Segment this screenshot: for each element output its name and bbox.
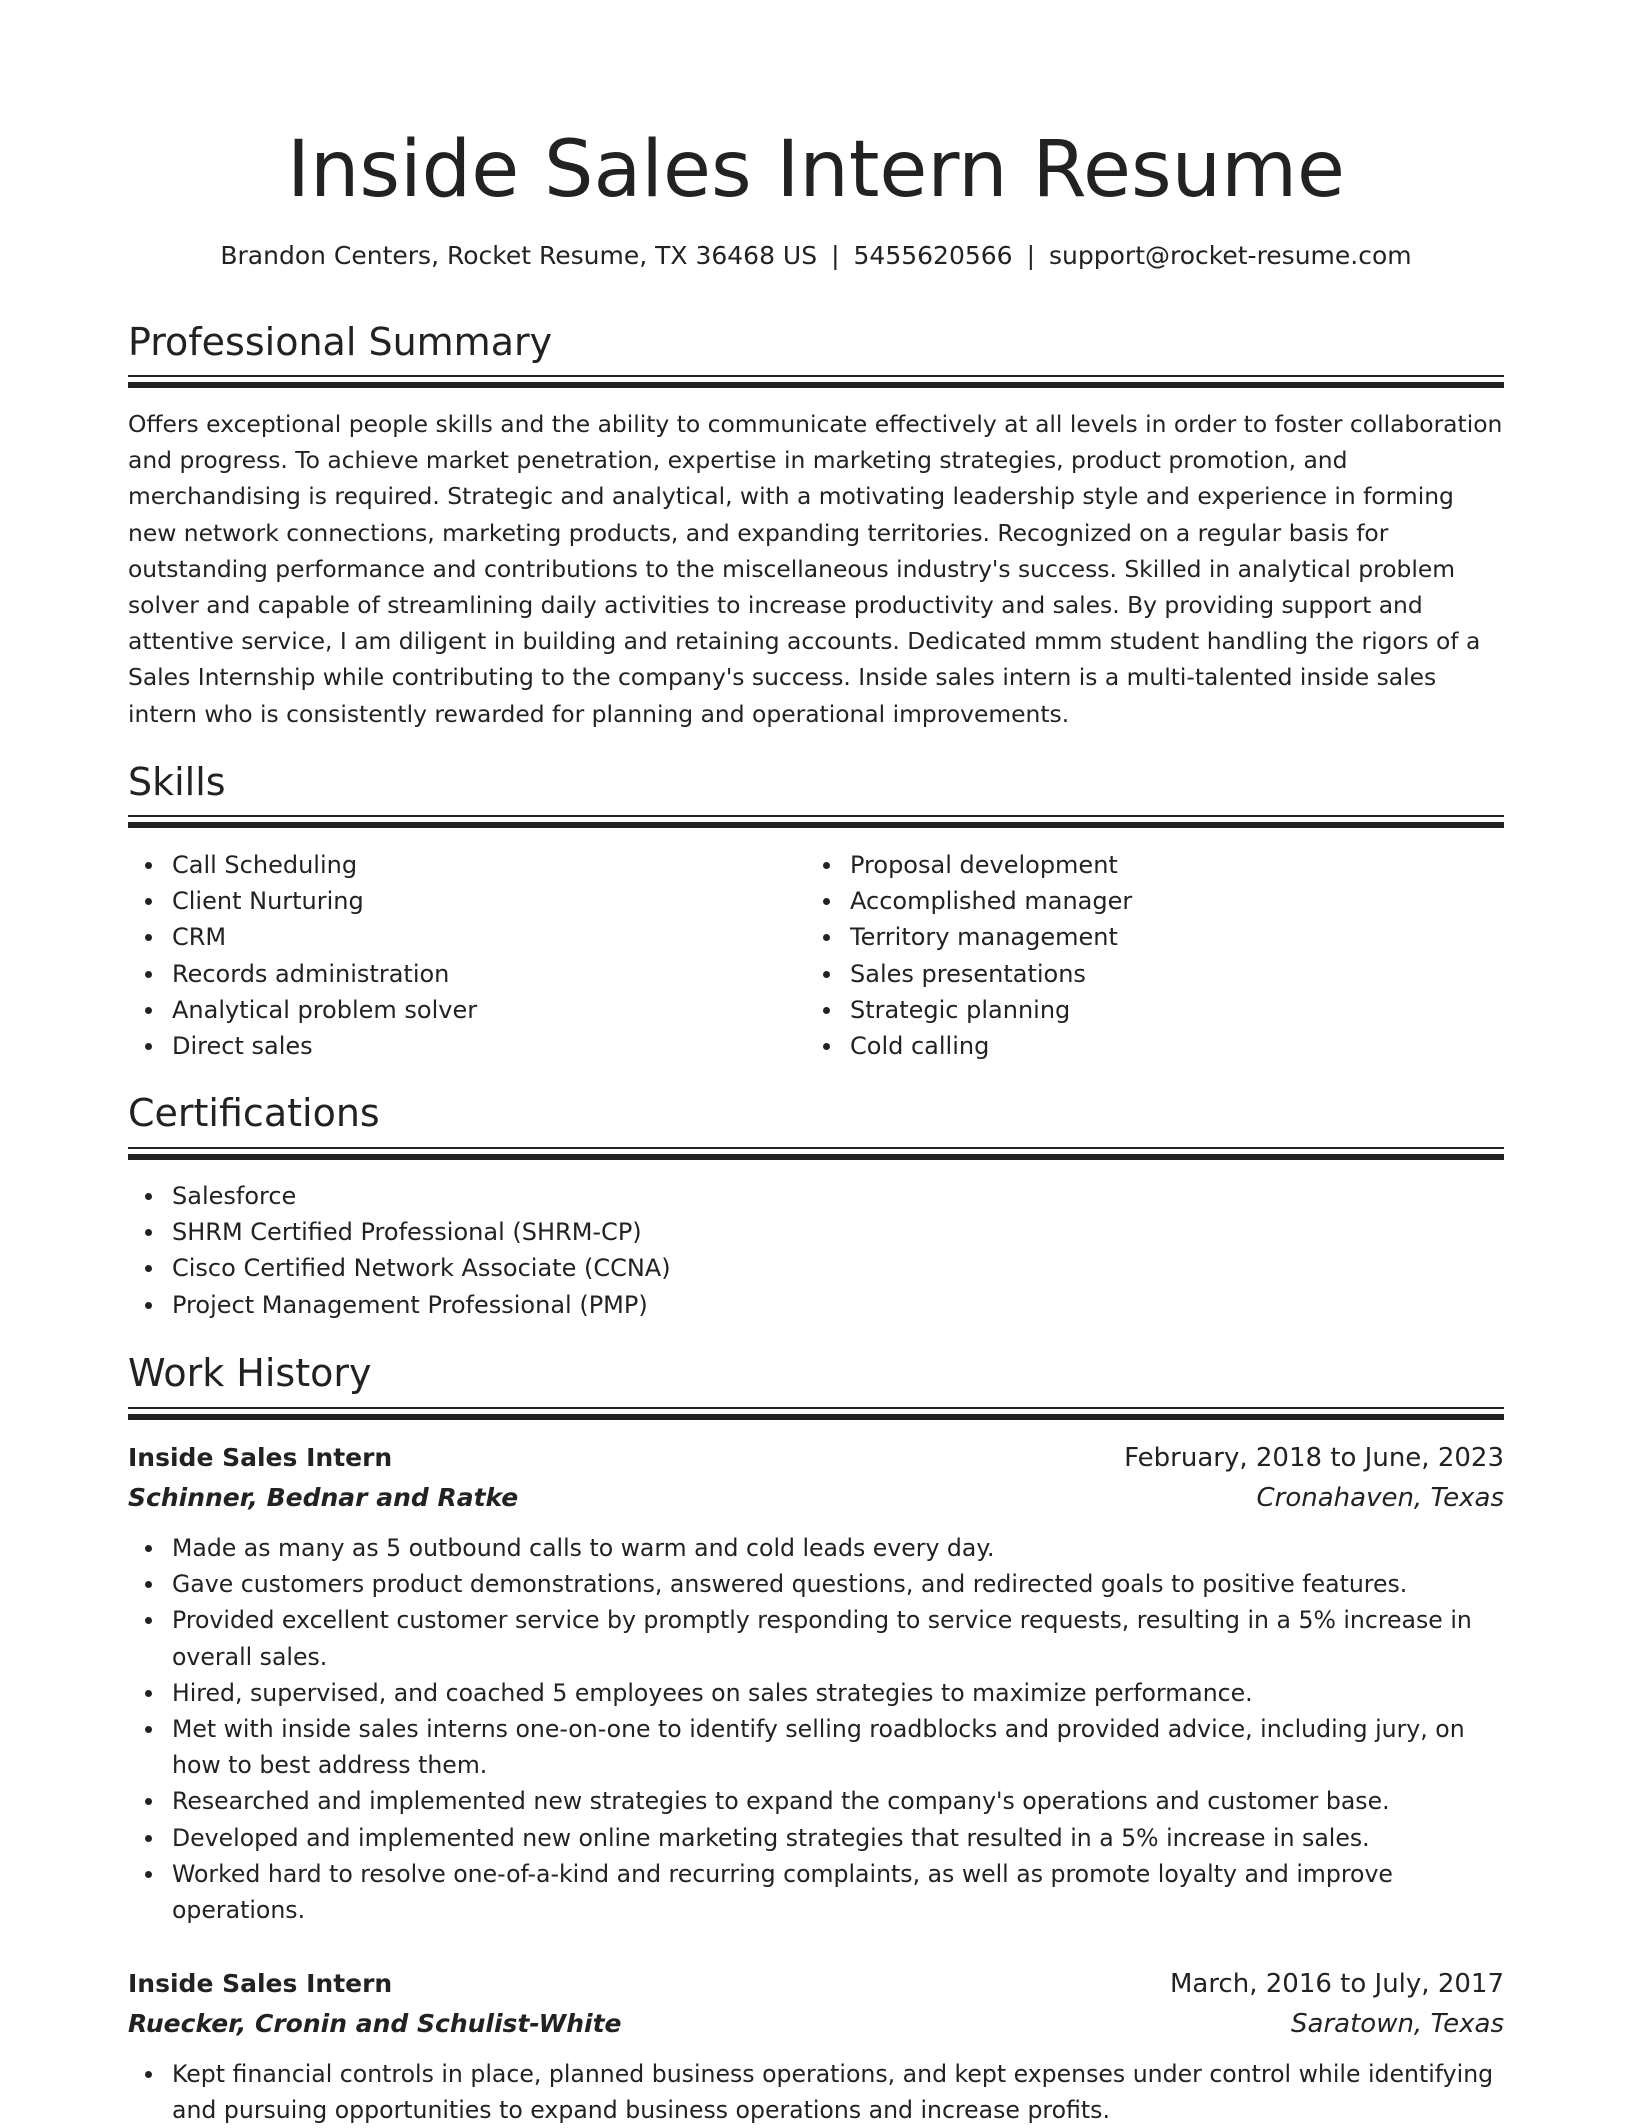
certifications-list: [128, 1178, 1504, 1323]
section-divider: [128, 375, 1504, 388]
skill-item: Territory management: [850, 919, 1486, 955]
job-bullet-item: Gave customers product demonstrations, answered questions, and redirected goals to positive features.: [172, 1566, 1504, 1602]
section-title-certifications: Certifications: [128, 1091, 380, 1135]
skills-list-left: [128, 847, 808, 1064]
section-divider: [128, 1147, 1504, 1160]
job-bullet-item: Developed and implemented new online marketing strategies that resulted in a 5% increase in sales.: [172, 1820, 1504, 1856]
job-entry: [128, 1964, 1504, 2128]
section-divider: [128, 1407, 1504, 1420]
job-bullet-item: Made as many as 5 outbound calls to warm and cold leads every day.: [172, 1530, 1504, 1566]
certification-item: Salesforce: [172, 1178, 1504, 1214]
job-bullets: [128, 1530, 1504, 1928]
section-title-summary: Professional Summary: [128, 320, 553, 364]
certifications: [128, 1178, 1504, 1323]
job-company: Schinner, Bednar and Ratke: [128, 1483, 519, 1512]
job-bullet-item: Kept financial controls in place, planned business operations, and kept expenses under control while identifying and pursuing opportunities to expand business operations and increase profits.: [172, 2056, 1504, 2128]
certification-item: Project Management Professional (PMP): [172, 1287, 1504, 1323]
job-title: Inside Sales Intern: [128, 1443, 393, 1472]
section-divider: [128, 815, 1504, 828]
certification-item: Cisco Certified Network Associate (CCNA): [172, 1250, 1504, 1286]
skills-column-right: [806, 847, 1486, 1064]
skill-item: Strategic planning: [850, 992, 1486, 1028]
job-subheader: [128, 1478, 1504, 1518]
summary-text: Offers exceptional people skills and the ability to communicate effectively at all levels in order to foster collaboration and progress. To achieve market penetration, expertise in marketing strategies, product promotion, and merchandising is required. Strategic and analytical, with a motivating leadership style and experience in forming new network connections, marketing products, and expanding territories. Recognized on a regular basis for outstanding performance and contributions to the miscellaneous industry's success. Skilled in analytical problem solver and capable of streamlining daily activities to increase productivity and sales. By providing support and attentive service, I am diligent in building and retaining accounts. Dedicated mmm student handling the rigors of a Sales Internship while contributing to the company's success. Inside sales intern is a multi-talented inside sales intern who is consistently rewarded for planning and operational improvements.: [128, 410, 1503, 728]
certification-item: SHRM Certified Professional (SHRM-CP): [172, 1214, 1504, 1250]
contact-line: [128, 236, 1504, 276]
job-location: Saratown, Texas: [1291, 2009, 1504, 2039]
job-entry: [128, 1438, 1504, 1928]
job-dates: February, 2018 to June, 2023: [1124, 1443, 1504, 1473]
contact-separator: |: [831, 241, 840, 270]
job-bullet-item: Worked hard to resolve one-of-a-kind and recurring complaints, as well as promote loyalty and improve operations.: [172, 1856, 1504, 1928]
job-dates: March, 2016 to July, 2017: [1169, 1969, 1504, 1999]
skill-item: Call Scheduling: [172, 847, 808, 883]
resume-title: Inside Sales Intern Resume: [286, 125, 1346, 215]
job-header: [128, 1964, 1504, 2004]
skill-item: CRM: [172, 919, 808, 955]
skills-column-left: [128, 847, 808, 1064]
skill-item: Client Nurturing: [172, 883, 808, 919]
job-subheader: [128, 2004, 1504, 2044]
job-bullets: [128, 2056, 1504, 2128]
job-header: [128, 1438, 1504, 1478]
skill-item: Cold calling: [850, 1028, 1486, 1064]
skills-list-right: [806, 847, 1486, 1064]
job-title: Inside Sales Intern: [128, 1969, 393, 1998]
skill-item: Records administration: [172, 956, 808, 992]
job-bullet-item: Provided excellent customer service by promptly responding to service requests, resulting in a 5% increase in overall sales.: [172, 1602, 1504, 1674]
skill-item: Proposal development: [850, 847, 1486, 883]
job-bullet-item: Researched and implemented new strategies to expand the company's operations and customer base.: [172, 1783, 1504, 1819]
job-company: Ruecker, Cronin and Schulist-White: [128, 2009, 622, 2038]
section-title-skills: Skills: [128, 760, 226, 804]
skill-item: Accomplished manager: [850, 883, 1486, 919]
job-location: Cronahaven, Texas: [1256, 1483, 1504, 1513]
contact-address: Brandon Centers, Rocket Resume, TX 36468 US: [220, 241, 818, 270]
contact-email: support@rocket-resume.com: [1049, 241, 1412, 270]
job-bullet-item: Met with inside sales interns one-on-one to identify selling roadblocks and provided advice, including jury, on how to best address them.: [172, 1711, 1504, 1783]
section-title-work-history: Work History: [128, 1351, 372, 1395]
skill-item: Sales presentations: [850, 956, 1486, 992]
contact-separator: |: [1026, 241, 1036, 270]
contact-phone: 5455620566: [853, 241, 1013, 270]
job-bullet-item: Hired, supervised, and coached 5 employees on sales strategies to maximize performance.: [172, 1675, 1504, 1711]
skill-item: Analytical problem solver: [172, 992, 808, 1028]
skill-item: Direct sales: [172, 1028, 808, 1064]
